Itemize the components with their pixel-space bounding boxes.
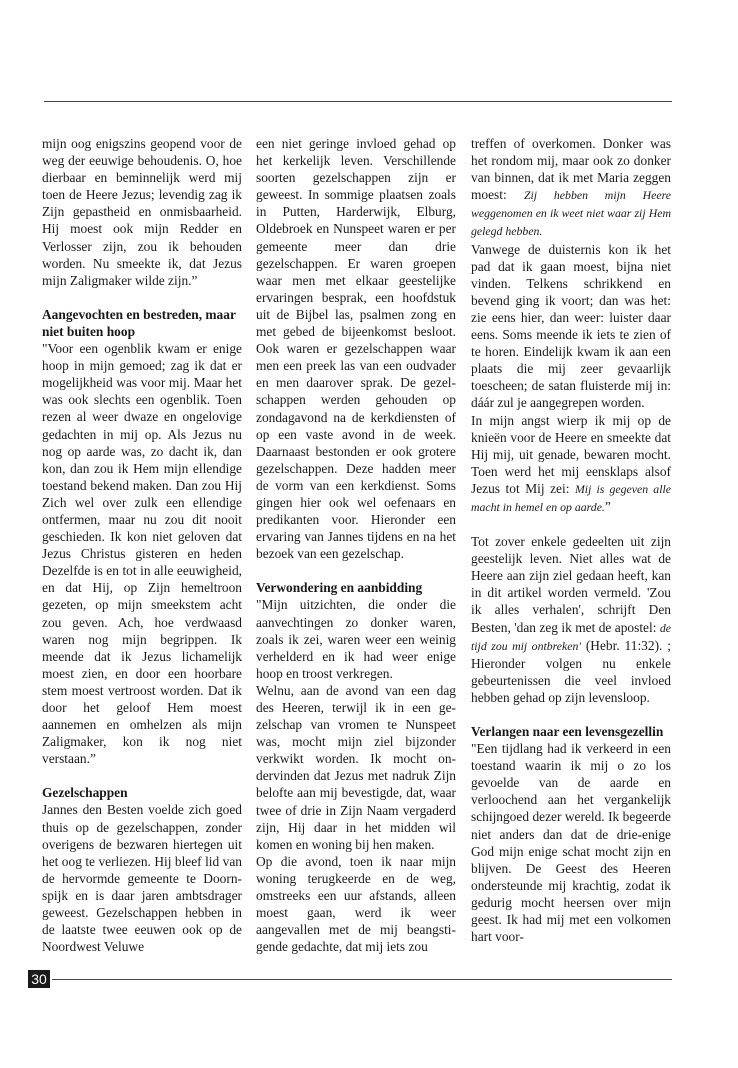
quote-italic: Zij hebben mijn Heere weggenomen en ik weet niet waar zij Hem gelegd hebben.: [471, 188, 671, 239]
bottom-rule: [52, 979, 672, 980]
top-rule: [44, 101, 672, 102]
section-heading: Gezelschappen: [42, 785, 128, 801]
paragraph: Op die avond, toen ik naar mijn woning terugkeerde en de weg, omstreeks een uur afstands, alleen moest gaan, werd ik weer aangevallen met de mij beangstigende gedachte, dat mij iets zou: [256, 853, 456, 955]
page-number: 30: [28, 970, 50, 988]
paragraph: "Mijn uitzichten, die onder die aanvechtingen zo donker waren, zoals ik zei, waren weer een weinig verhelderd en ik had weer enige hoop en troost verkregen.: [256, 597, 456, 681]
paragraph: een niet geringe invloed gehad op het kerkelijk leven. Verschillende soorten gezelschappen zijn er geweest. In sommige plaatsen zoals in Putten, Harderwijk, Elburg, Oldebroek en Nunspeet waren er per gemeente meer dan drie gezelschappen. Er waren groepen waar men met elkaar geestelijke ervaringen besprak, een hoofdstuk uit de Bijbel las, psalmen zong en met gebed de bijeenkomst besloot. Ook waren er gezelschappen waar men een preek las van een oudvader en men daarover sprak. De gezelschappen werden gehouden op zondagavond na de kerkdiensten of op een vaste avond in de week. Daarnaast bestonden er ook grotere gezelschappen. Deze hadden meer de vorm van een kerkdienst. Soms gingen hier ook wel oefenaars en predikanten voor. Hieronder een ervaring van Jannes tijdens en na het bezoek van een gezelschap.: [256, 136, 456, 562]
quote-italic: de tijd zou mij ontbreken': [471, 620, 671, 653]
section-heading: Verwondering en aanbidding: [256, 580, 423, 596]
paragraph: "Een tijdlang had ik verkeerd in een toestand waarin ik mij o zo los gevoelde van de aarde en verloochend aan het vergankelijk schijngoed dezer wereld. Ik begeerde niet anders dan dat de drie-enige God mijn enige schat mocht zijn en blijven. De Geest des Heeren ondersteunde mij krachtig, zodat ik gedurig mocht heersen over mijn geest. Ik had mij met een volkomen hart voor-: [471, 741, 671, 945]
paragraph: "Voor een ogenblik kwam er enige hoop in mijn gemoed; zag ik dat er mogelijkheid was voor mij. Maar het was ook slechts een ogenblik. Toen rezen al weer dwaze en ongelovige gedachten in mij op. Als Jezus nu nog op aarde was, zo dacht ik, dan kon, dan zou ik Hem mijn ellendige toestand bekend maken. Dan zou Hij Zich wel over zulk een ellendige ontfermen, maar nu zou dit nooit geschieden. Ik kon niet geloven dat Jezus Christus gisteren en heden Dezelfde is en tot in alle eeuwigheid, en dat Hij, op Zijn hemeltroon gezeten, op mijn smeekstem acht zou geven. Ach, hoe verdwaasd waren nog mijn begrippen. Ik meende dat ik Jezus lichamelijk moest zien, en door een hoorbare stem moest vertroost worden. Dat ik door het geloof Hem moest aannemen en omhelzen als mijn Zaligmaker, kon ik nog niet verstaan.”: [42, 341, 242, 767]
column-1: [42, 135, 242, 955]
text-run: treffen of overkomen. Donker was het rondom mij, maar ook zo donker van binnen, dat ik met Maria zeggen moest:: [471, 136, 671, 203]
text-run: ”: [604, 498, 611, 514]
paragraph: mijn oog enigszins geopend voor de weg der eeuwige behoudenis. O, hoe dierbaar en beminnelijk werd mij toen de Heere Jezus; levendig zag ik Zijn gepastheid en onmisbaarheid. Hij moest ook mijn Redder en Verlosser zijn, zou ik behouden worden. Nu smeekte ik, dat Jezus mijn Zaligmaker wilde zijn.”: [42, 136, 242, 288]
section-heading: Aangevochten en bestreden, maar niet buiten hoop: [42, 306, 236, 339]
quote-italic: Mij is gegeven alle macht in hemel en op aarde.: [471, 481, 671, 514]
text-run: (Hebr. 11:32). ; Hieronder volgen nu enkele gebeurtenissen die veel invloed hebben gehad op zijn levensloop.: [471, 637, 671, 705]
text-run: In mijn angst wierp ik mij op de knieën voor de Heere en smeekte dat Hij mij, uit genade, bewaren mocht. Toen werd het mij eensklaps alsof Jezus tot Mij zei:: [471, 412, 671, 496]
column-2: [256, 135, 456, 955]
column-3: [471, 135, 671, 945]
paragraph: Jannes den Besten voelde zich goed thuis op de gezelschappen, zonder overigens de bezwaren hiertegen uit het oog te verliezen. Hij bleef lid van de hervormde gemeente te Doornspijk en is daar jaren ambtsdrager geweest. Gezelschappen hebben in de laatste twee eeuwen ook op de Noordwest Veluwe: [42, 802, 242, 955]
paragraph: [471, 533, 671, 706]
paragraph: [471, 135, 671, 241]
text-run: Tot zover enkele gedeelten uit zijn geestelijk leven. Niet alles wat de Heere aan zijn ziel gedaan heeft, kan in dit artikel worden vermeld. 'Zou ik alles verhalen', schrijft Den Besten, 'dan zeg ik met de apostel:: [471, 534, 671, 635]
paragraph: Welnu, aan de avond van een dag des Heeren, terwijl ik in een gezelschap van vromen te Nunspeet was, mocht mijn ziel bijzonder verkwikt worden. Ik mocht ondervinden dat Jezus met nadruk Zijn belofte aan mij bevestigde, dat, waar twee of drie in Zijn Naam vergaderd zijn, Hij daar in het midden wil komen en woning bij hen maken.: [256, 682, 456, 852]
paragraph: Vanwege de duisternis kon ik het pad dat ik gaan moest, bijna niet vinden. Telkens schrikkend en bevend ging ik voort; dan was het: zie eens hier, dan weer: luister daar eens. Soms meende ik iets te zien of te horen. Eindelijk kwam ik aan een plaats die mij zeer gevaarlijk toescheen; de satan fluisterde mij in: dáár zul je aangegrepen worden.: [471, 241, 671, 411]
paragraph: [471, 412, 671, 517]
section-heading: Verlangen naar een levensgezellin: [471, 724, 664, 739]
